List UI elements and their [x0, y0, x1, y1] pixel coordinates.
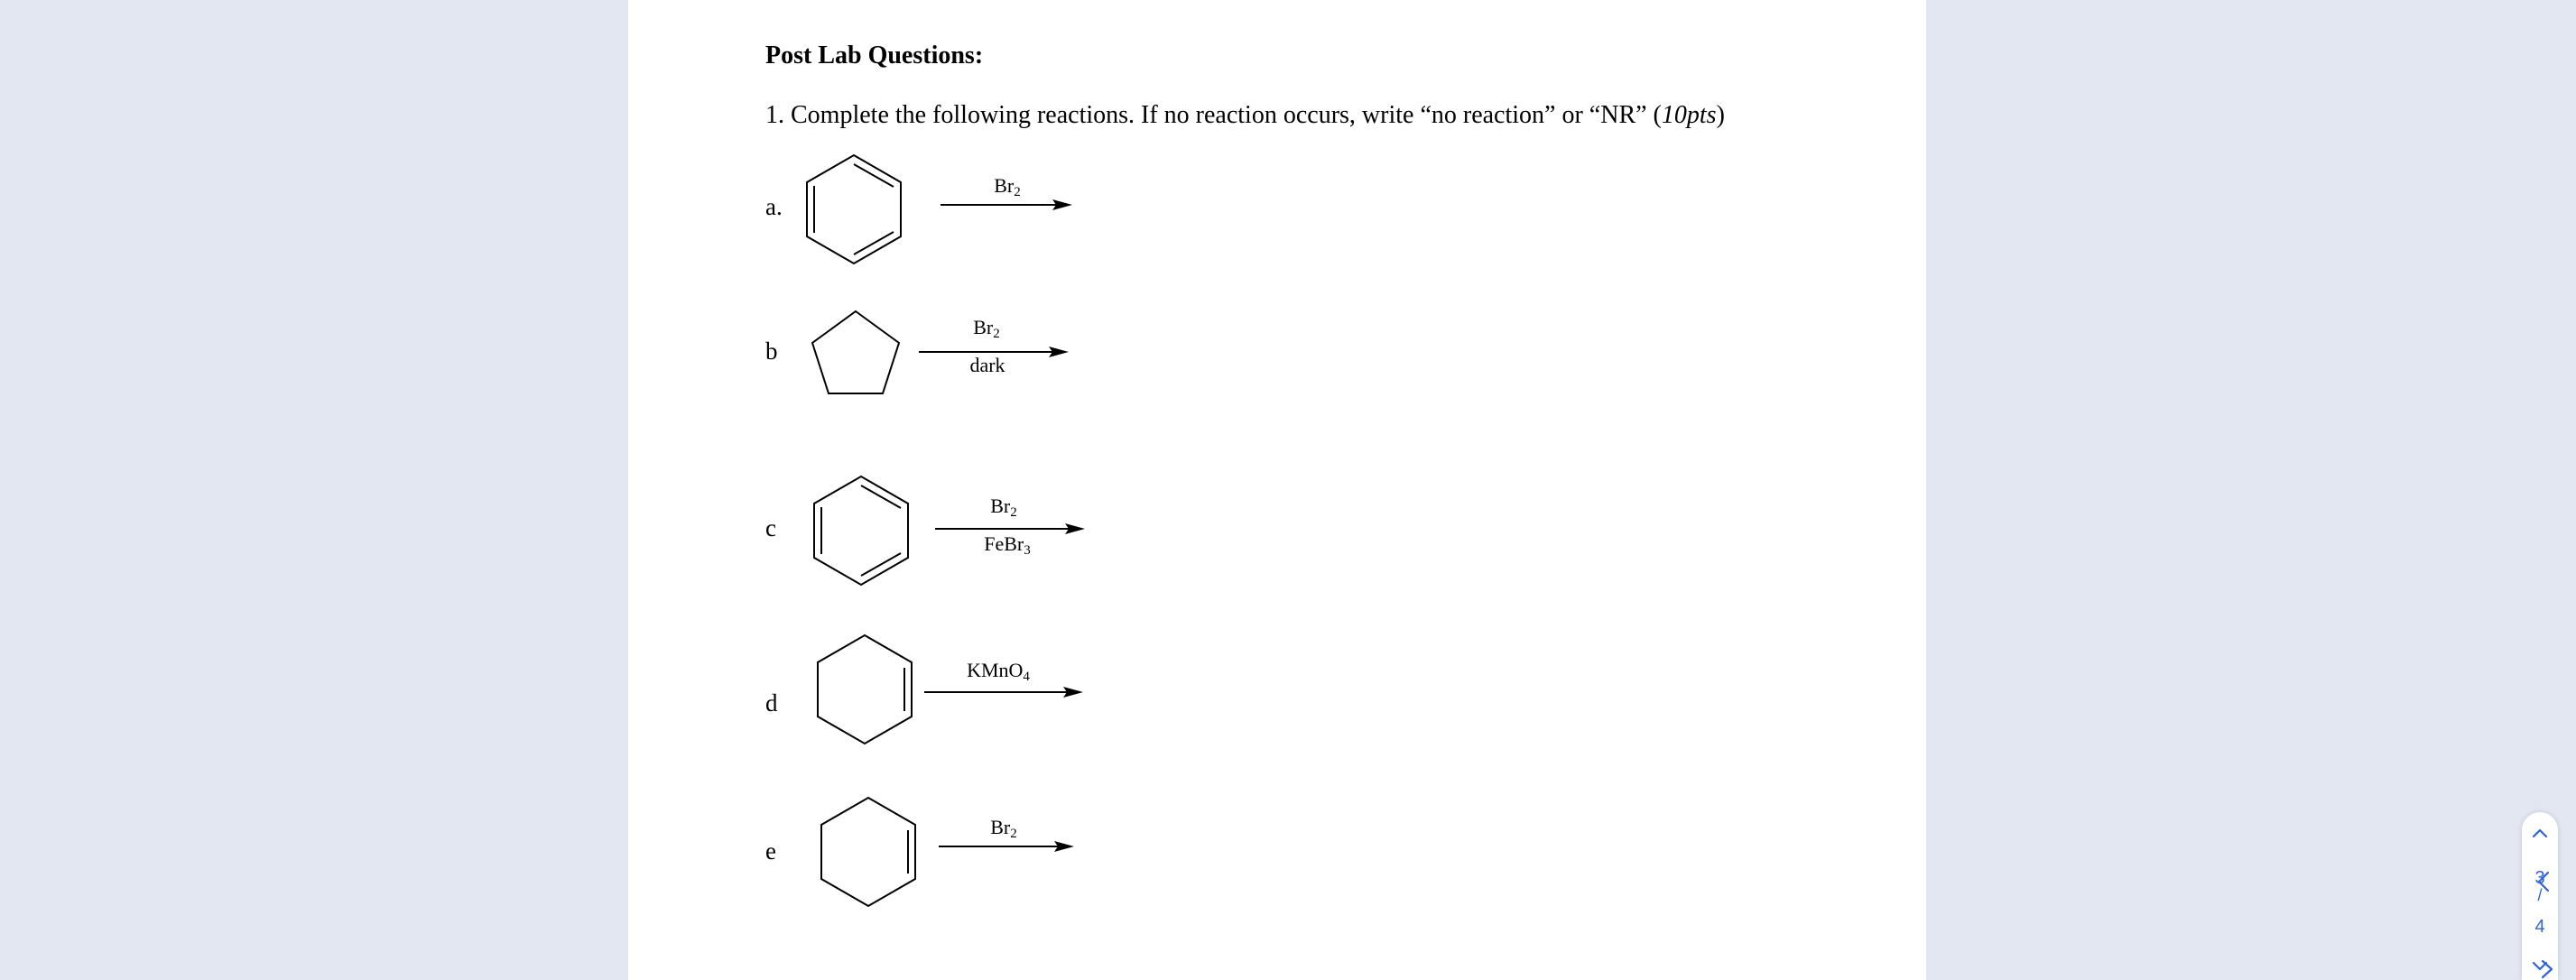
- item-b-reagent-above: $Br_2$: [973, 316, 1000, 341]
- item-e-label: e: [765, 837, 776, 864]
- question-text: Complete the following reactions. If no reaction occurs, write “no reaction” or “NR” (: [791, 101, 1662, 129]
- item-a-reagent-above: $Br_2$: [994, 174, 1021, 199]
- item-c-reagent-above: $Br_2$: [990, 495, 1017, 520]
- chevron-left-icon[interactable]: [2536, 870, 2551, 893]
- question-number: 1.: [765, 101, 784, 129]
- benzene-structure-c: [814, 475, 913, 587]
- item-c-reagent-below: FeBr$_3$: [984, 532, 1031, 558]
- item-d-reagent-above: KMnO$_4$: [967, 659, 1030, 684]
- chevron-up-icon[interactable]: [2531, 825, 2549, 843]
- item-d-arrow: [924, 686, 1083, 698]
- item-b-label: b: [765, 337, 778, 365]
- benzene-structure-a: [807, 153, 906, 262]
- item-e-reagent-above: $Br_2$: [990, 816, 1017, 841]
- document-page: [628, 0, 1926, 980]
- item-a-arrow: [941, 199, 1072, 211]
- current-page-number: 3: [2534, 868, 2545, 888]
- item-b-reagent-below: dark: [969, 354, 1005, 376]
- page-separator: /: [2537, 886, 2543, 904]
- total-page-number: 4: [2534, 917, 2545, 937]
- question-close: ): [1716, 101, 1725, 129]
- item-c-label: c: [765, 514, 776, 541]
- page-navigator: [2522, 812, 2558, 980]
- cyclohexene-structure-e: [821, 796, 921, 908]
- item-a-label: a.: [765, 193, 783, 220]
- question-points: 10pts: [1661, 101, 1717, 129]
- cyclopentane-structure-b: [811, 310, 901, 396]
- question-1: [765, 101, 1725, 130]
- page-heading: Post Lab Questions:: [765, 42, 984, 69]
- item-d-label: d: [765, 689, 778, 717]
- chevron-right-icon[interactable]: [2540, 958, 2554, 980]
- item-e-arrow: [939, 840, 1074, 853]
- cyclohexene-structure-d: [818, 633, 917, 745]
